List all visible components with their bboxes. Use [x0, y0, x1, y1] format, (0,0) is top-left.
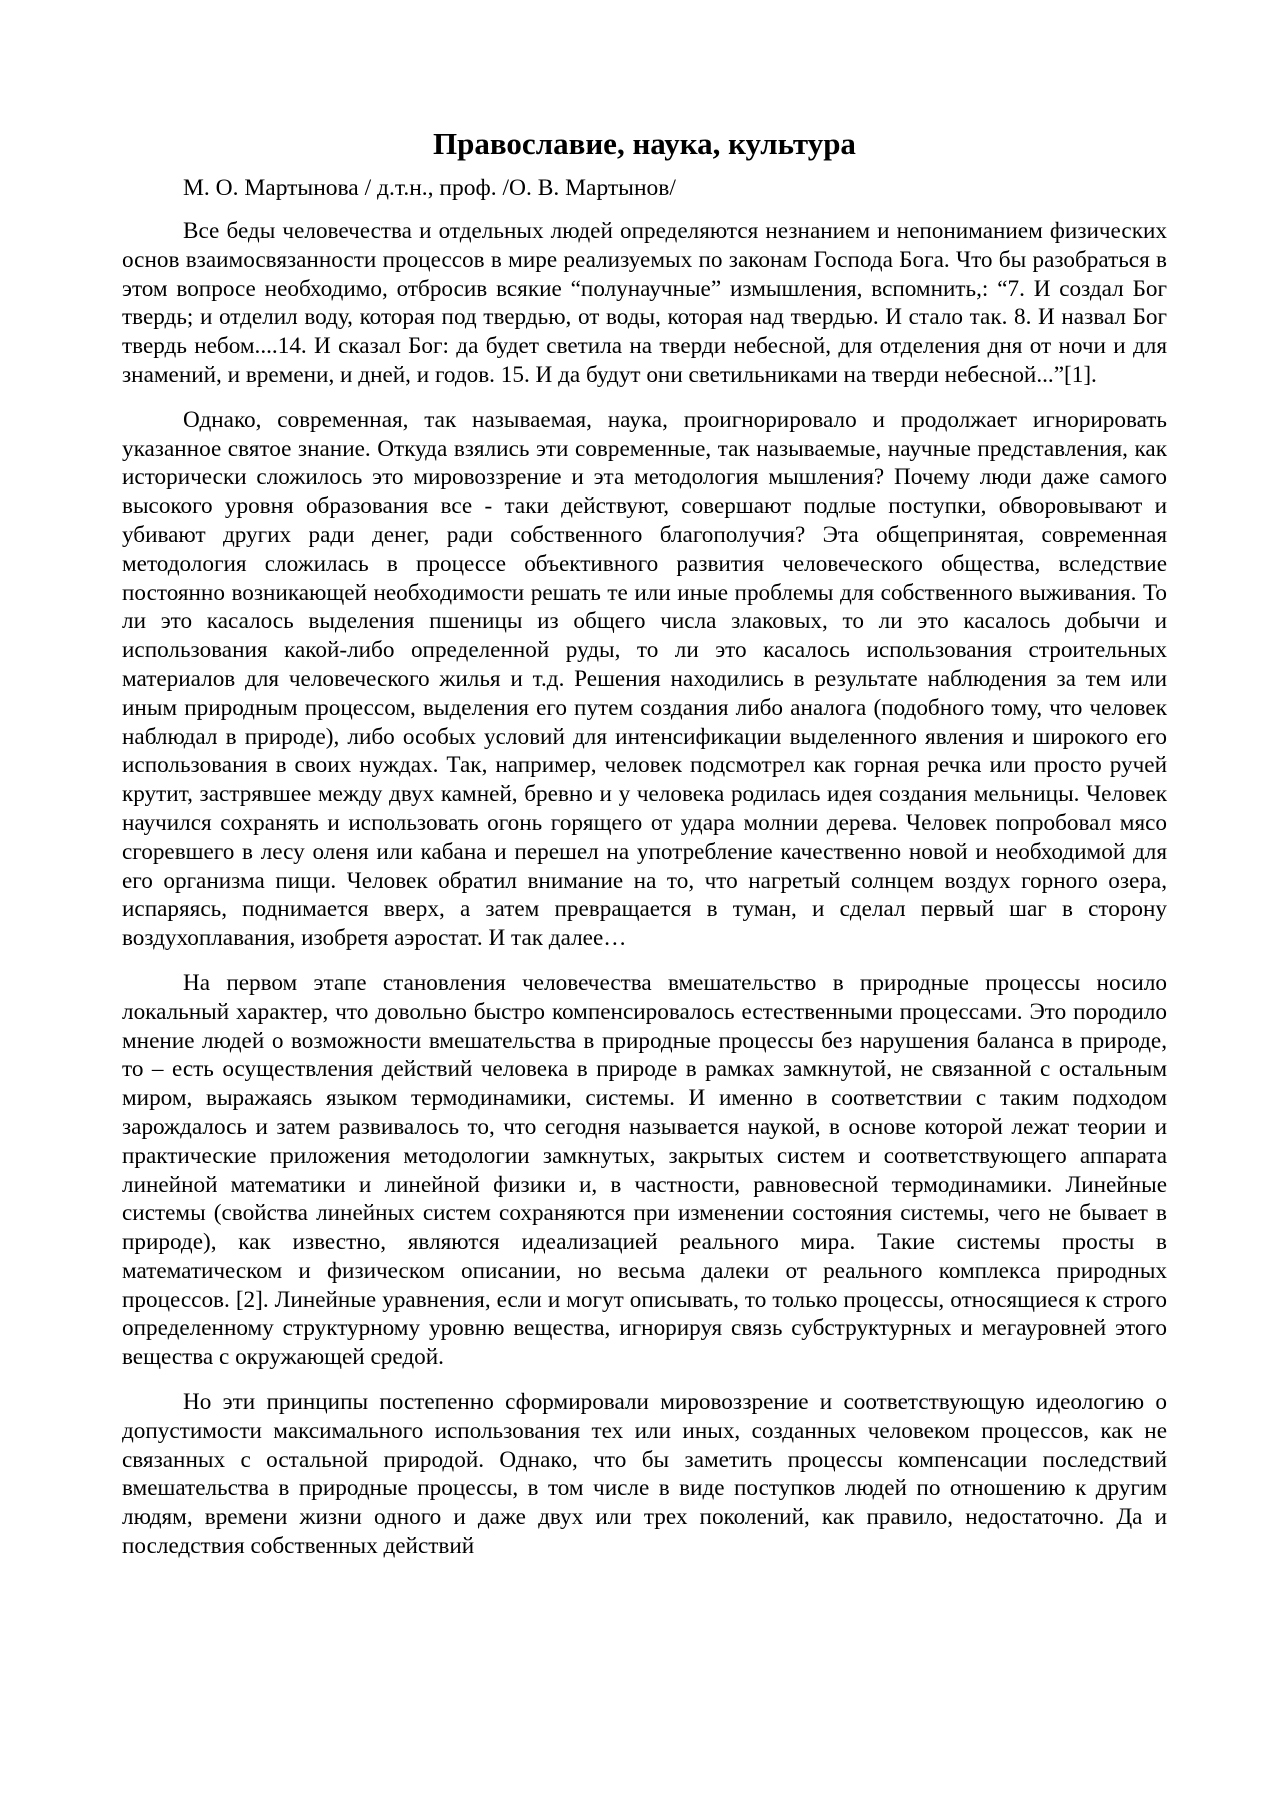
- paragraph-1: Все беды человечества и отдельных людей определяются незнанием и непониманием физических основ взаимосвязанности процессов в мире реализуемых по законам Господа Бога. Что бы разобраться в этом вопросе необходимо, отбросив всякие “полунаучные” измышления, вспомнить,: “7. И создал Бог твердь; и отделил воду, которая под твердью, от воды, которая над твердью. И стало так. 8. И назвал Бог твердь небом....14. И сказал Бог: да будет светила на тверди небесной, для отделения дня от ночи и для знамений, и времени, и дней, и годов. 15. И да будут они светильниками на тверди небесной...”[1].: [122, 218, 1167, 388]
- document-page: [122, 0, 1167, 1561]
- paragraph-2: Однако, современная, так называемая, наука, проигнорировало и продолжает игнорировать указанное святое знание. Откуда взялись эти современные, так называемые, научные представления, как исторически сложилось это мировоззрение и эта методология мышления? Почему люди даже самого высокого уровня образования все - таки действуют, совершают подлые поступки, обворовывают и убивают других ради денег, ради собственного благополучия? Эта общепринятая, современная методология сложилась в процессе объективного развития человеческого общества, вследствие постоянно возникающей необходимости решать те или иные проблемы для собственного выживания. То ли это касалось выделения пшеницы из общего числа злаковых, то ли это касалось добычи и использования какой-либо определенной руды, то ли это касалось использования строительных материалов для человеческого жилья и т.д. Решения находились в результате наблюдения за тем или иным природным процессом, выделения его путем создания либо аналога (подобного тому, что человек наблюдал в природе), либо особых условий для интенсификации выделенного явления и широкого его использования в своих нуждах. Так, например, человек подсмотрел как горная речка или просто ручей крутит, застрявшее между двух камней, бревно и у человека родилась идея создания мельницы. Человек научился сохранять и использовать огонь горящего от удара молнии дерева. Человек попробовал мясо сгоревшего в лесу оленя или кабана и перешел на употребление качественно новой и необходимой для его организма пищи. Человек обратил внимание на то, что нагретый солнцем воздух горного озера, испаряясь, поднимается вверх, а затем превращается в туман, и сделал первый шаг в сторону воздухоплавания, изобретя аэростат. И так далее…: [122, 406, 1167, 952]
- page-title: Православие, наука, культура: [433, 126, 856, 161]
- authors-line: М. О. Мартынова / д.т.н., проф. /О. В. Мартынов/: [183, 175, 676, 201]
- paragraph-4: Но эти принципы постепенно сформировали мировоззрение и соответствующую идеологию о допустимости максимального использования тех или иных, созданных человеком процессов, как не связанных с остальной природой. Однако, что бы заметить процессы компенсации последствий вмешательства в природные процессы, в том числе в виде поступков людей по отношению к другим людям, времени жизни одного и даже двух или трех поколений, как правило, недостаточно. Да и последствия собственных действий: [122, 1389, 1167, 1560]
- paragraph-3: На первом этапе становления человечества вмешательство в природные процессы носило локальный характер, что довольно быстро компенсировалось естественными процессами. Это породило мнение людей о возможности вмешательства в природные процессы без нарушения баланса в природе, то – есть осуществления действий человека в природе в рамках замкнутой, не связанной с остальным миром, выражаясь языком термодинамики, системы. И именно в соответствии с таким подходом зарождалось и затем развивалось то, что сегодня называется наукой, в основе которой лежат теории и практические приложения методологии замкнутых, закрытых систем и соответствующего аппарата линейной математики и линейной физики и, в частности, равновесной термодинамики. Линейные системы (свойства линейных систем сохраняются при изменении состояния системы, чего не бывает в природе), как известно, являются идеализацией реального мира. Такие системы просты в математическом и физическом описании, но весьма далеки от реального комплекса природных процессов. [2]. Линейные уравнения, если и могут описывать, то только процессы, относящиеся к строго определенному структурному уровню вещества, игнорируя связь субструктурных и мегауровней этого вещества с окружающей средой.: [122, 969, 1167, 1371]
